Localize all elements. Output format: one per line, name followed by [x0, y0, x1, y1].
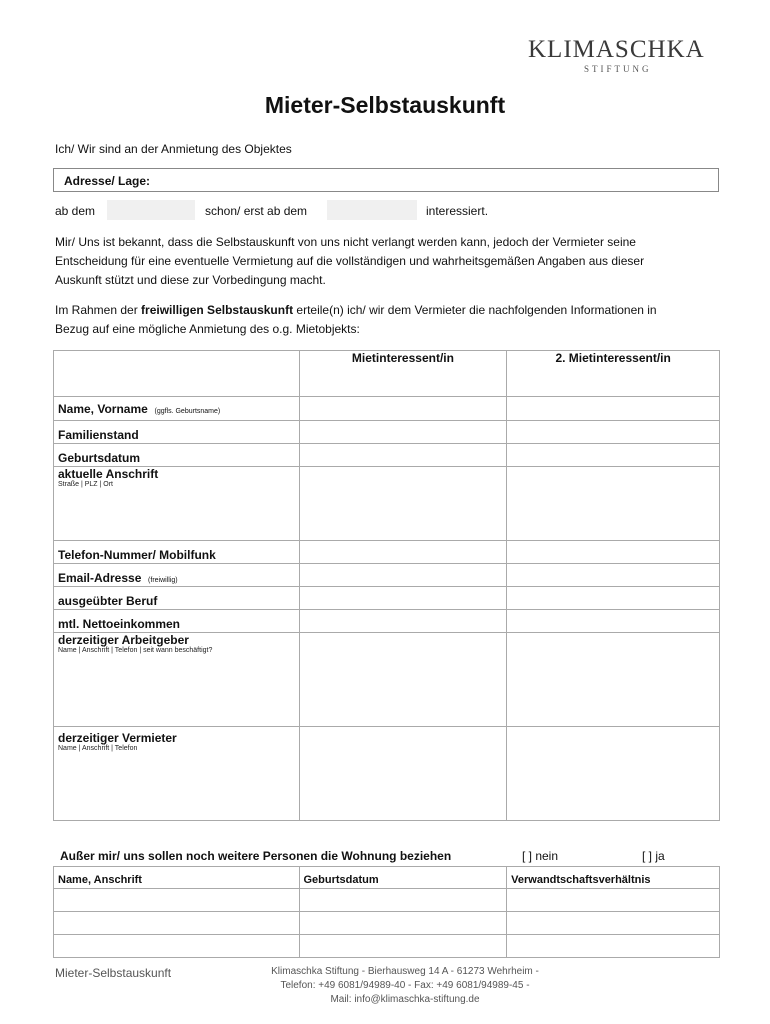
- persons-row-1-verwandtschaft[interactable]: [507, 889, 720, 912]
- beruf-cell-1[interactable]: [299, 587, 507, 610]
- page-title: Mieter-Selbstauskunft: [264, 92, 506, 118]
- vermieter-label: derzeitiger Vermieter: [58, 731, 177, 745]
- beruf-label: ausgeübter Beruf: [58, 594, 158, 608]
- beruf-cell-2[interactable]: [507, 587, 720, 610]
- vermieter-cell-1[interactable]: [299, 727, 507, 821]
- geburtsdatum-label: Geburtsdatum: [58, 451, 141, 465]
- email-cell-1[interactable]: [299, 564, 507, 587]
- footer-line-2: Telefon: +49 6081/94989-40 - Fax: +49 6081/94989-45 -: [280, 980, 530, 991]
- name-cell-2[interactable]: [507, 397, 720, 421]
- persons-row-3-verwandtschaft[interactable]: [507, 935, 720, 958]
- logo-wordmark: KLIMASCHKA: [528, 36, 705, 63]
- netto-cell-2[interactable]: [507, 610, 720, 633]
- header-col-2: 2. Mietinteressent/in: [507, 351, 720, 397]
- paragraph-2-pre: Im Rahmen der: [55, 303, 142, 317]
- vermieter-cell-2[interactable]: [507, 727, 720, 821]
- paragraph-1-line-1: Mir/ Uns ist bekannt, dass die Selbstauskunft von uns nicht verlangt werden kann, jedoch der Vermieter seine: [55, 235, 636, 249]
- interessiert-label: interessiert.: [426, 204, 489, 218]
- arbeitgeber-hint: Name | Anschrift | Telefon | seit wann beschäftigt?: [58, 647, 213, 654]
- paragraph-2-bold: freiwilligen Selbstauskunft: [141, 303, 294, 317]
- email-cell-2[interactable]: [507, 564, 720, 587]
- address-label: Adresse/ Lage:: [64, 174, 151, 188]
- persons-question: Außer mir/ uns sollen noch weitere Personen die Wohnung beziehen: [60, 849, 452, 863]
- familienstand-cell-2[interactable]: [507, 421, 720, 444]
- geburtsdatum-cell-2[interactable]: [507, 444, 720, 467]
- persons-h2: Geburtsdatum: [303, 874, 379, 886]
- anschrift-cell-1[interactable]: [299, 467, 507, 541]
- persons-row-1-geburtsdatum[interactable]: [299, 889, 507, 912]
- anschrift-hint: Straße | PLZ | Ort: [58, 481, 113, 488]
- ab-dem-label: ab dem: [55, 204, 96, 218]
- row-label-email: [54, 564, 300, 587]
- row-label-name: [54, 397, 300, 421]
- persons-row-1-name[interactable]: [54, 889, 300, 912]
- header-col-1: Mietinteressent/in: [299, 351, 507, 397]
- row-label-netto: [54, 610, 300, 633]
- row-label-geburtsdatum: [54, 444, 300, 467]
- persons-row-3-name[interactable]: [54, 935, 300, 958]
- anschrift-cell-2[interactable]: [507, 467, 720, 541]
- telefon-cell-1[interactable]: [299, 541, 507, 564]
- persons-nein-checkbox[interactable]: [ ] nein: [522, 849, 559, 863]
- date-field-1[interactable]: [107, 200, 195, 220]
- paragraph-2: [55, 301, 657, 339]
- persons-ja-checkbox[interactable]: [ ] ja: [642, 849, 665, 863]
- header-empty: [54, 351, 300, 397]
- row-label-arbeitgeber: [54, 633, 300, 727]
- schon-label: schon/ erst ab dem: [205, 204, 308, 218]
- familienstand-label: Familienstand: [58, 428, 139, 442]
- paragraph-1-line-2: Entscheidung für eine eventuelle Vermietung auf die vollständigen und wahrheitsgemäßen Angaben aus dieser: [55, 254, 645, 268]
- persons-header-geburtsdatum: [299, 867, 507, 889]
- email-hint: (freiwillig): [148, 577, 178, 584]
- email-label: Email-Adresse: [58, 571, 142, 585]
- arbeitgeber-cell-2[interactable]: [507, 633, 720, 727]
- persons-header-verwandtschaft: [507, 867, 720, 889]
- applicant-table: [53, 350, 720, 821]
- netto-label: mtl. Nettoeinkommen: [58, 617, 181, 631]
- date-field-2[interactable]: [327, 200, 417, 220]
- persons-header-name: [54, 867, 300, 889]
- row-label-anschrift: [54, 467, 300, 541]
- telefon-label: Telefon-Nummer/ Mobilfunk: [58, 548, 216, 562]
- persons-table: [53, 866, 720, 958]
- intro-text: Ich/ Wir sind an der Anmietung des Objektes: [55, 142, 292, 156]
- row-label-familienstand: [54, 421, 300, 444]
- row-label-telefon: [54, 541, 300, 564]
- familienstand-cell-1[interactable]: [299, 421, 507, 444]
- footer-contact: [240, 965, 570, 1007]
- footer-line-1: Klimaschka Stiftung - Bierhausweg 14 A - 61273 Wehrheim -: [271, 966, 539, 977]
- geburtsdatum-cell-1[interactable]: [299, 444, 507, 467]
- anschrift-label: aktuelle Anschrift: [58, 467, 159, 481]
- persons-h1: Name, Anschrift: [58, 874, 142, 886]
- name-hint: (ggfls. Geburtsname): [154, 408, 221, 415]
- logo-subtitle: STIFTUNG: [584, 64, 652, 74]
- persons-row-2-name[interactable]: [54, 912, 300, 935]
- arbeitgeber-label: derzeitiger Arbeitgeber: [58, 633, 189, 647]
- row-label-beruf: [54, 587, 300, 610]
- address-box[interactable]: [53, 168, 719, 192]
- footer-document-name: Mieter-Selbstauskunft: [55, 966, 172, 980]
- persons-row-3-geburtsdatum[interactable]: [299, 935, 507, 958]
- arbeitgeber-cell-1[interactable]: [299, 633, 507, 727]
- footer-line-3: Mail: info@klimaschka-stiftung.de: [330, 994, 480, 1005]
- persons-row-2-verwandtschaft[interactable]: [507, 912, 720, 935]
- row-label-vermieter: [54, 727, 300, 821]
- telefon-cell-2[interactable]: [507, 541, 720, 564]
- paragraph-2-line-2: Bezug auf eine mögliche Anmietung des o.g. Mietobjekts:: [55, 322, 360, 336]
- vermieter-hint: Name | Anschrift | Telefon: [58, 745, 138, 752]
- persons-row-2-geburtsdatum[interactable]: [299, 912, 507, 935]
- paragraph-1-line-3: Auskunft stützt und diese zur Vorbedingung macht.: [55, 273, 326, 287]
- name-cell-1[interactable]: [299, 397, 507, 421]
- name-label: Name, Vorname: [58, 402, 148, 416]
- paragraph-2-post: erteile(n) ich/ wir dem Vermieter die nachfolgenden Informationen in: [293, 303, 657, 317]
- netto-cell-1[interactable]: [299, 610, 507, 633]
- paragraph-1: [55, 233, 644, 290]
- persons-h3: Verwandtschaftsverhältnis: [511, 874, 651, 886]
